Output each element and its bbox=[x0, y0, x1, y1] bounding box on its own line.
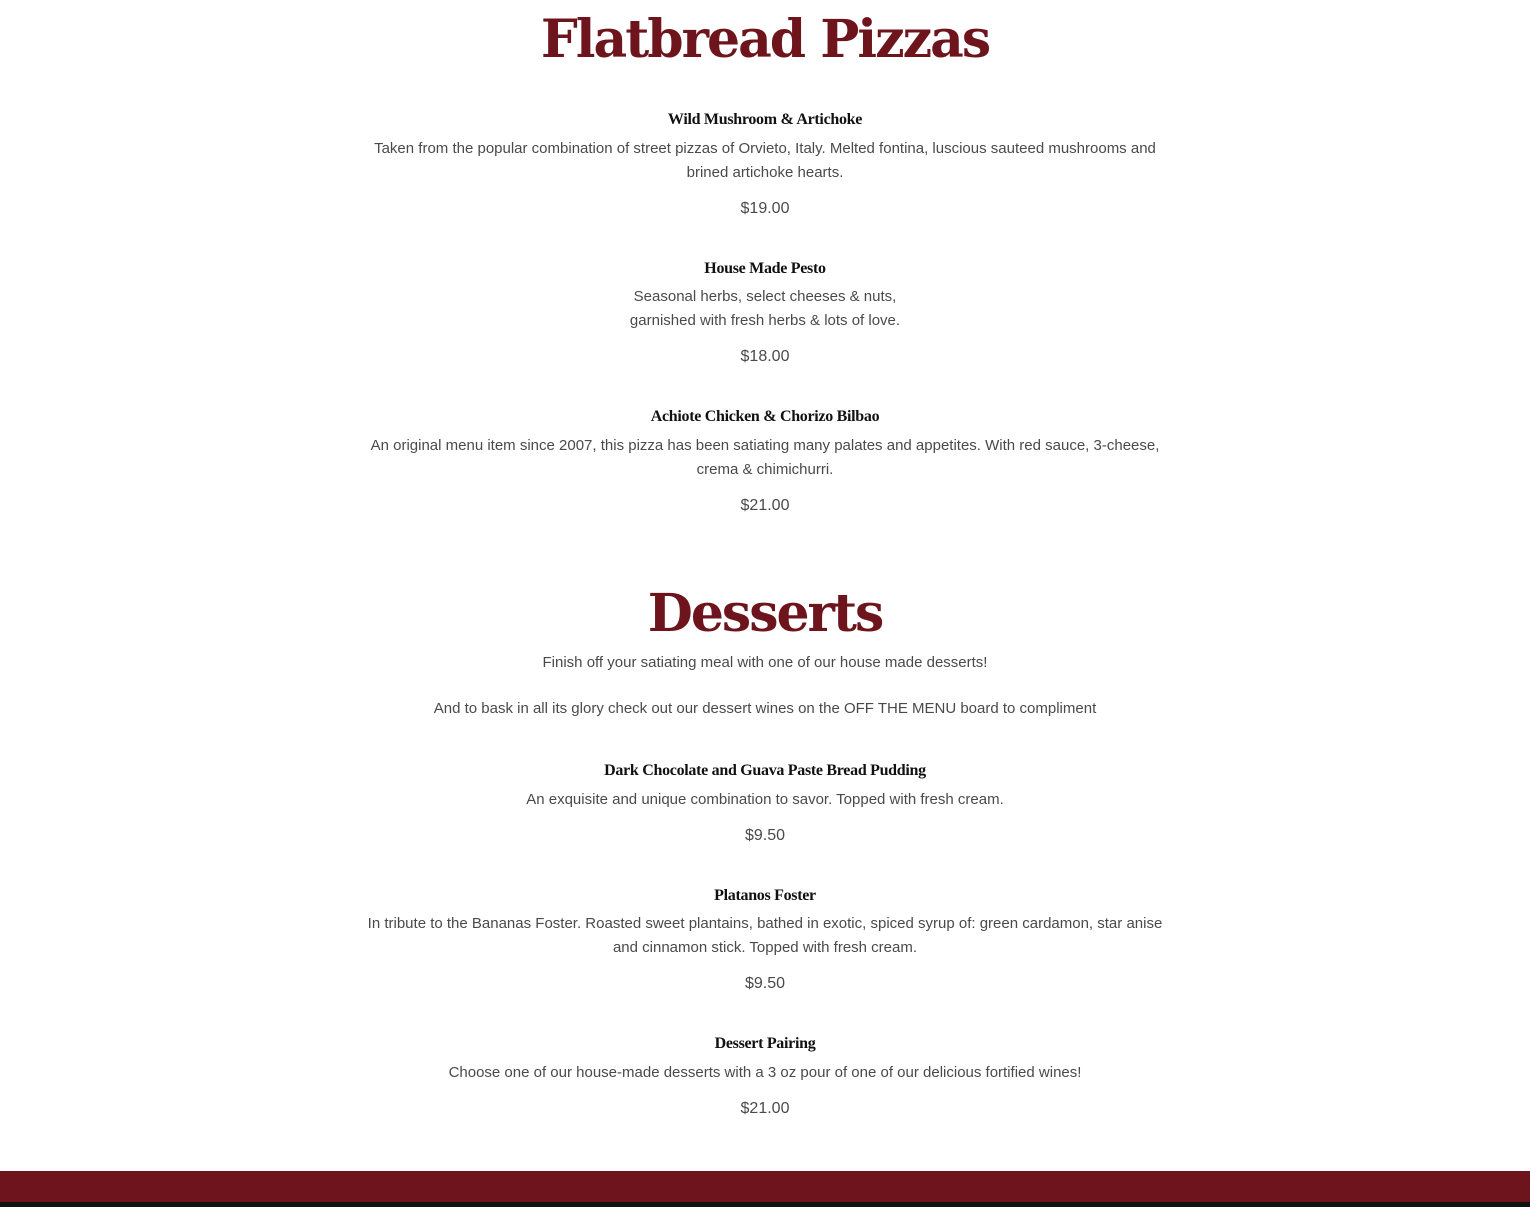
menu-item-description: An original menu item since 2007, this pizza has been satiating many palates and appetites. With red sauce, 3-cheese, crema & chimichurri. bbox=[370, 437, 1160, 478]
desserts-wine-note: And to bask in all its glory check out our dessert wines on the OFF THE MENU board to compliment bbox=[433, 700, 1097, 717]
menu-item-price: $9.50 bbox=[744, 827, 786, 844]
menu-item-name: Dark Chocolate and Guava Paste Bread Pudding bbox=[604, 762, 926, 779]
menu-item-name: Wild Mushroom & Artichoke bbox=[667, 111, 863, 128]
menu-item-name: House Made Pesto bbox=[704, 260, 826, 277]
menu-item-description-line: Seasonal herbs, select cheeses & nuts, bbox=[633, 288, 897, 305]
footer-edge bbox=[0, 1202, 1530, 1207]
menu-item-description: Taken from the popular combination of street pizzas of Orvieto, Italy. Melted fontina, luscious sauteed mushrooms and brined artichoke hearts. bbox=[374, 140, 1156, 181]
menu-item-name: Platanos Foster bbox=[714, 887, 816, 904]
menu-item-price: $21.00 bbox=[740, 497, 790, 514]
menu-item-price: $19.00 bbox=[740, 200, 790, 217]
menu-item-description bbox=[360, 285, 1170, 333]
menu-item-price: $18.00 bbox=[740, 348, 790, 365]
flatbread-section-title: Flatbread Pizzas bbox=[540, 9, 990, 70]
menu-item-description: Choose one of our house-made desserts with a 3 oz pour of one of our delicious fortified wines! bbox=[448, 1064, 1082, 1081]
menu-item-description: In tribute to the Bananas Foster. Roasted sweet plantains, bathed in exotic, spiced syrup of: green cardamon, star anise and cinnamon stick. Topped with fresh cream. bbox=[367, 915, 1163, 956]
menu-item-name: Achiote Chicken & Chorizo Bilbao bbox=[650, 408, 880, 425]
menu-item-description-line: garnished with fresh herbs & lots of love. bbox=[629, 312, 901, 329]
menu-item-price: $9.50 bbox=[744, 975, 786, 992]
desserts-intro: Finish off your satiating meal with one of our house made desserts! bbox=[542, 654, 988, 671]
menu-item-price: $21.00 bbox=[740, 1100, 790, 1117]
desserts-section-title: Desserts bbox=[647, 583, 883, 644]
menu-item-description: An exquisite and unique combination to savor. Topped with fresh cream. bbox=[526, 791, 1004, 808]
menu-item-name: Dessert Pairing bbox=[714, 1035, 816, 1052]
footer-band bbox=[0, 1171, 1530, 1202]
